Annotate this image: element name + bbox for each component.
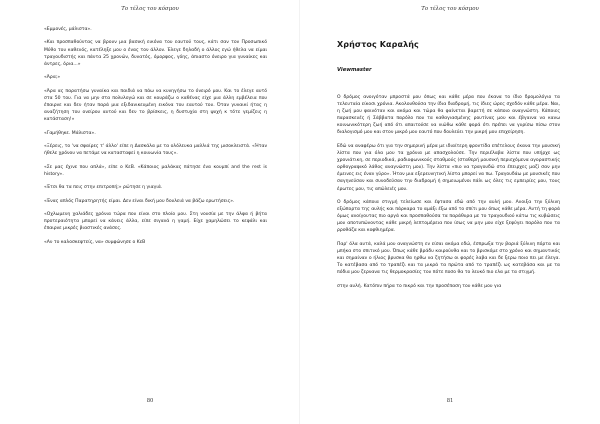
paragraph: «Ένας απλός Παρατηρητής είμαι. Δεν είναι δική μου δουλειά να βάζω ερωτήσεις».	[44, 198, 235, 204]
paragraph: Εδώ να αναφέρω ότι για την σημερινή μέρα με ιδιαίτερη φροντίδα επέτελους έκανα την μουσική λίστα που για όλα μου τα χρόνια με απασχολούσε. Την περιέλαβα λίστα που υπήρχε ως χρονιάτικη, σε περιοδικά, ραδιοφωνικούς σταθμούς (σταθερή μουσική περιεχόμενα αγοραστικής ορθογραφικό λάθος αναγνώστη μου). Την λίστα «πιο να τραγουδώ στα έπειρχες μαζί σαν μην έμεινες εις έναν γύρο». Ήταν μια εξερευνητική λίστα μπορεί να πω. Τραγουδάω με μουσικές που σαγηνεύσαν και συνοδεύσαν την διαδρομή ή σημειωμένοι πάλι ως όλες τις εμπειρίες μου, τους έρωτες μου, τις απώλειές μου.	[337, 143, 560, 192]
running-head: Το τέλος του κόσμου	[421, 6, 479, 12]
paragraph: «Άρα;»	[44, 75, 61, 81]
paragraph: «Αν το καλοσκεφτείς, να» συμφώνησε ο ΚεΒ	[44, 239, 146, 245]
paragraph: «Σε μας έχινε που απλά», είπε ο ΚεΒ. «Κάποιος μαλάκας πάτησε ένα κουμπί and the rest is history».	[44, 164, 267, 177]
paragraph: Ο δρόμος ανοιγόταν μπροστά μου όπως και κάθε μέρα που έκανα το ίδιο δρομολόγιο τα τελευταία είκοσι χρόνια. Ακολουθούσα την ίδια διαδρομή, τις ίδιες ώρες σχεδόν κάθε μέρα. Ναι, η ζωή μου φαινόταν και ακόμα και τώρα θα φαίνεται βαρετή σε κάποιο αναγνώστη. Κάποιες παρασκευές ή Σάββατα παρόλο που τα καθαγιασμένης ρουτίνας μου και έβγαινα να κανω κοινωνικότερη ζωή από ότι απαιτούσε να νιώθω κάθε φορά ότι πρέπει να γυρίσω πίσω στον διαλογισμό μου και στον μικρό μου εαυτό που δουλεύει την μικρή μου επιχείρηση.	[337, 95, 560, 136]
paragraph: Ο δρόμος κάποια στιγμή τελείωσε και έφτασα εδώ από την αυλή μου. Ανοιξα την ξύλινη εξώπορτα της αυλής και πάρκαρα το αμάξι έξω από το σπίτι μου όπως κάθε μέρα. Αυτή τη φορά όμως ανοίγουτας πιο αργά και προσπαθούσα τα παράθυρα με το τραγουδιού κάτω τις κυβώσεις μου αποτυπώνοντας κάθε μικρή λεπτομέρεια που ίσως να μην μου είχε ξεφύγει παρόλο που τα ρροθάζα και κοφθιημέρα.	[337, 200, 560, 234]
paragraph: «Οχλωμενη χαλιάδες χρόνια τώρα που είναι στο πλοίο μου. Στη νουσία με την άλφα ή βήτα προτεραιότητα μπορεί να κάνεις άλλα, είπε σιγανά η γαμή. Είχε χαμηλώσει το κεφάλι και έπαιρνε μικρές βιαστικές ανάσες.	[44, 212, 267, 232]
chapter-title: Χρήστος Καραλής	[337, 40, 419, 49]
paragraph: στην αυλή. Κατόπιν πήρα το πικρό και την προσέπαση του κάθε μου για	[337, 283, 502, 289]
chapter-subtitle: Viewmaster	[337, 67, 372, 73]
right-page-text	[337, 94, 560, 296]
paragraph: «Και προσπαθούντας να βρουν μια βασική εικόνα του εαυτού τους, κάτι σαν τον Προσωπικό Μύθο του καθενός, κατέληξε μου ο ένας τον άλλον. Έλεγε δηλαδή ο άλλος εγώ ήθελα να είμαι τραγουδιστής και πάντα 25 χρονών, δυνατός, όμορφος, γόης, άπιαστο όνειρο για γυναίκες και άντρες, όρια...»	[44, 40, 267, 67]
right-page	[300, 0, 600, 424]
paragraph: «Εμμονές, μάλιστα».	[44, 27, 92, 32]
paragraph: «Γαμήθηκε. Μάλιστα».	[44, 130, 96, 136]
running-head: Το τέλος του κόσμου	[121, 6, 179, 12]
left-page-text	[44, 26, 267, 252]
paragraph: «Έτσι θα τα πεις στην επιτροπή;» ρώτησε η γιαγιά.	[44, 185, 163, 191]
page-number: 80	[146, 398, 154, 404]
page-number: 81	[446, 398, 454, 404]
paragraph: «Ξέρεις, το ‘να σφαίρες τ' άλλο' είπε η Δασκάλα με τα ολόλευκα μαλλιά της μισοκλειστά. «Ήταν ήθελε χρόνου να πετάμε να κατασταφεί η κοινωνία τους».	[44, 144, 267, 157]
paragraph: «Άρα ας παρατήσω γυναίκα και παιδιά να πάω να κυνηγήσω το όνειρό μου. Και το έλεγε αυτό στα 50 του. Για να μην στα πολυλογώ και σε κουράζω ο καθένας είχε μια άλλη εμβέλεια που έπαιρνε και δεν ήταν παρά μια εξιδανικευμένη εικόνα του εαυτού του. Όταν γυναικί ήτας η αναζήτηση του ονείρου αυτού και δεν το βρίσκεις, η δυστυχία στη ψυχή κ τότε γεμίζεις η κατάσταση!»	[44, 88, 267, 123]
paragraph: Παρ' όλα αυτά, καλά μου αναγνώστη εν είσαι ακόμα εδώ, έσπρωξα την βαριά ξύλινη πόρτα και μπήκα στο σπιτικό μου. Όπως κάθε βράδυ καιρούνθα και το βρισκόμε στο χρόνο και σημαντικός και σημαίναν ο ήλιος βρυσκα θα ηρθω να ζητήσω οι φορές λαβα και δε ξερω ποιο πει με έλεγα. Το κατέβασα από το τραπέζι και τα μικρά τα πρώτα από το τραπέζι ως κατεβάσα και με τα πόδια μου ζερνανα τις θερμοκρασίες του πότε ποσο θα το λευκό πιο ελα με τα στιγμή.	[337, 241, 560, 276]
